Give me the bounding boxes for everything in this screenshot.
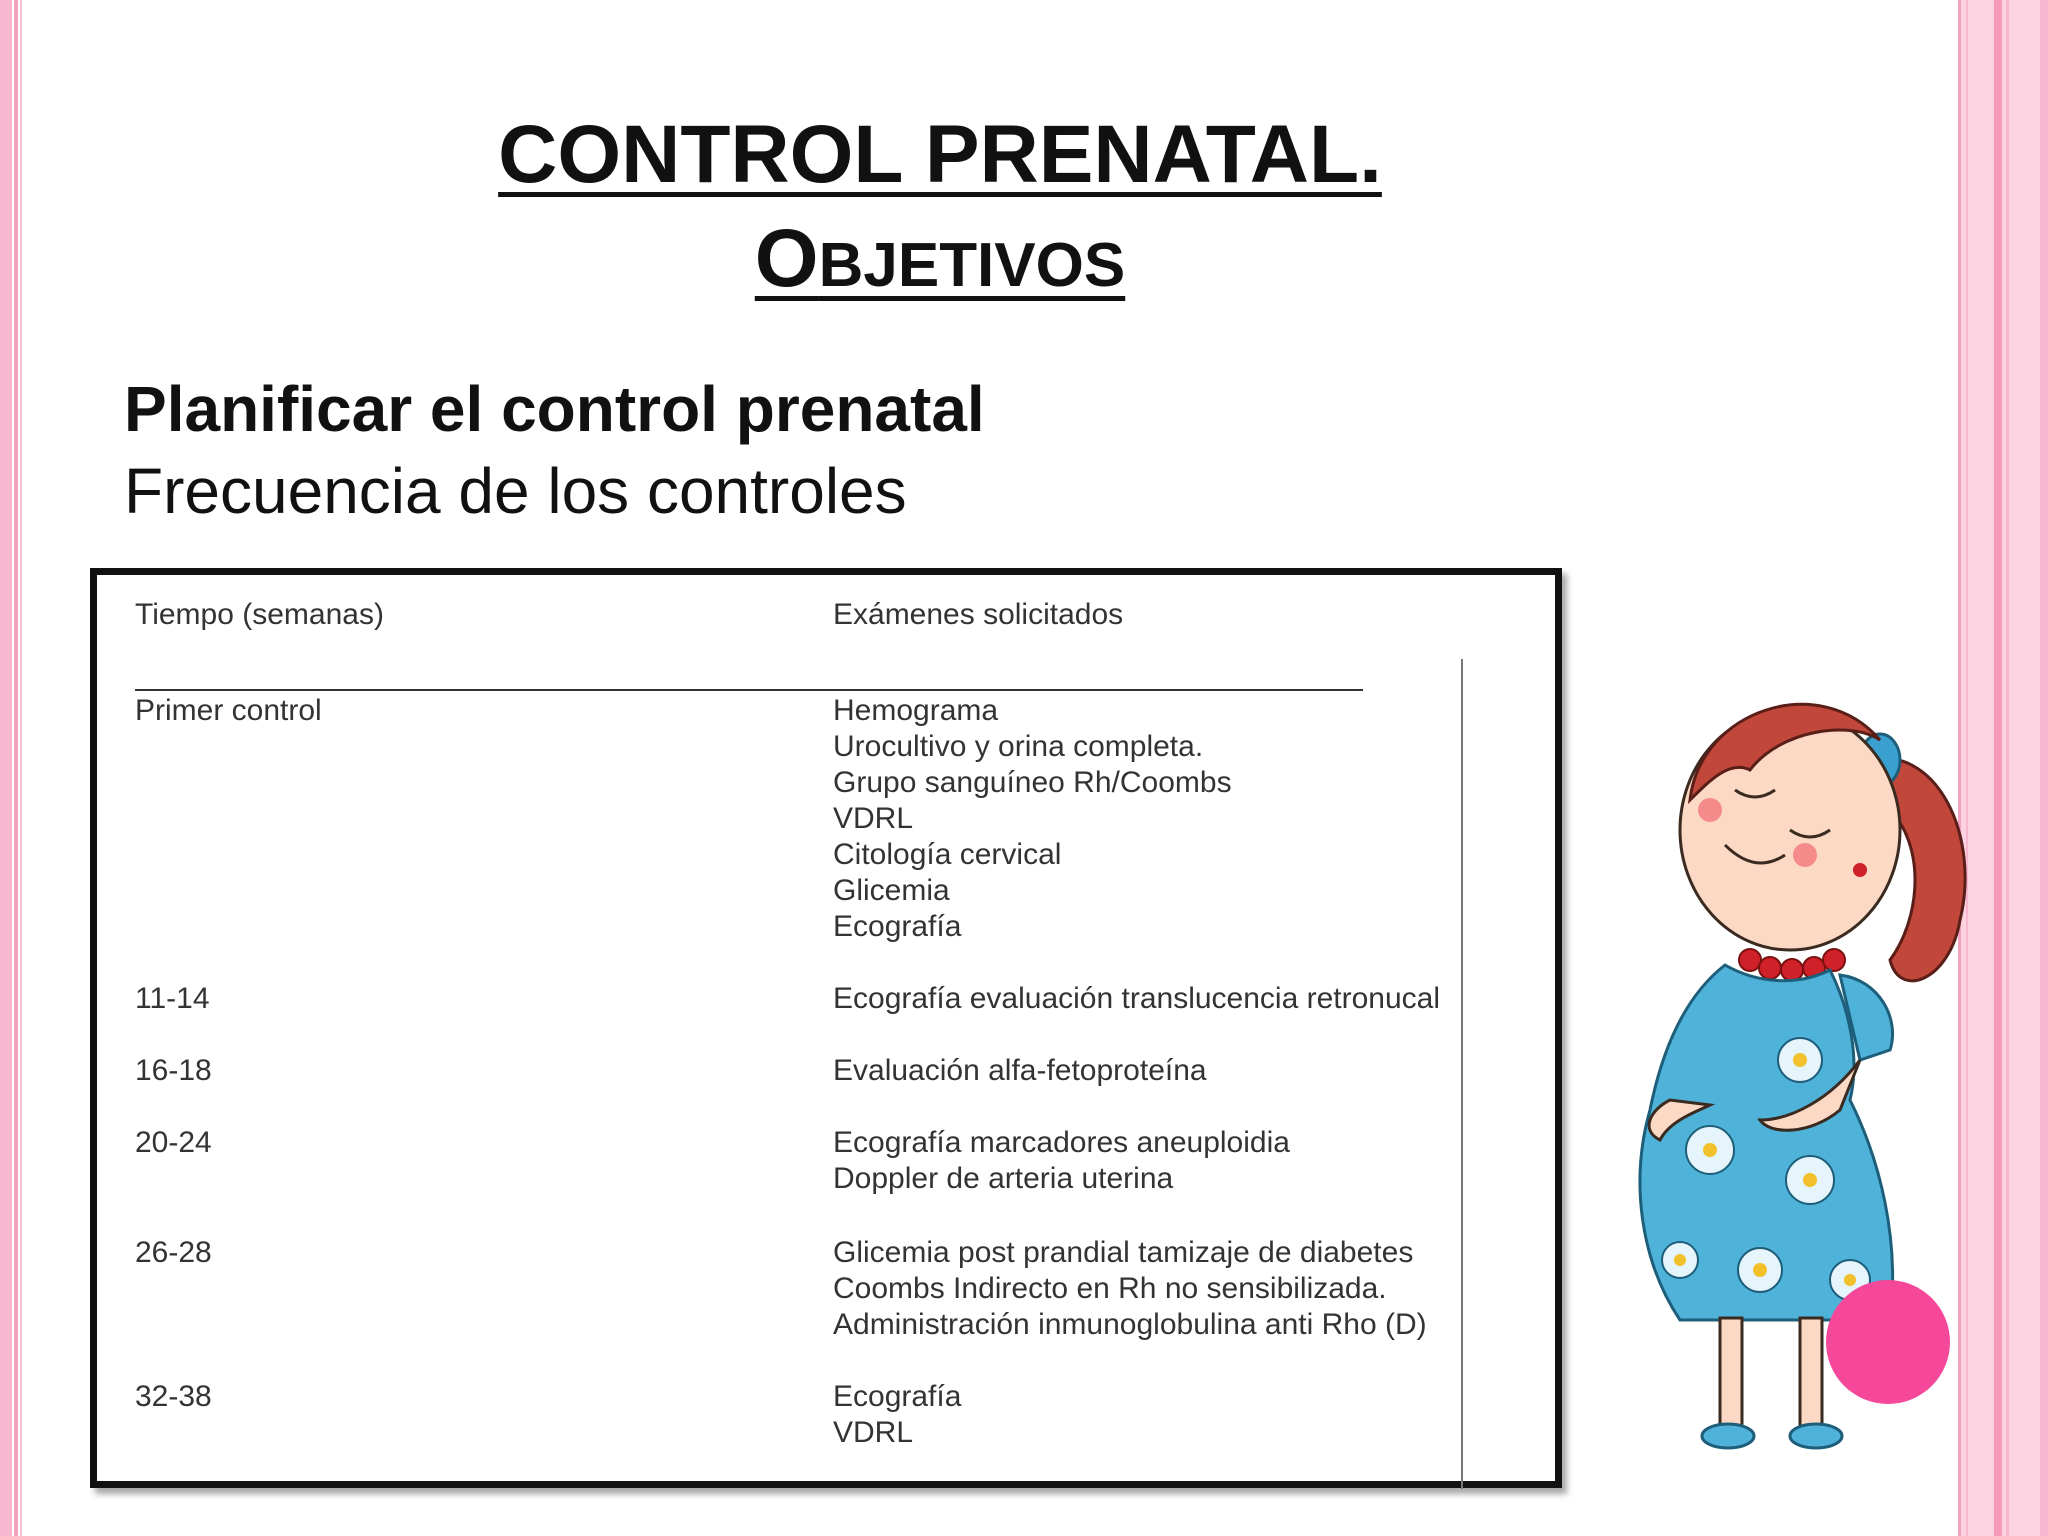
exam-schedule-table	[90, 568, 1562, 1488]
exam-item: Ecografía evaluación translucencia retronucal	[833, 982, 1441, 1015]
right-border-stripe	[2006, 0, 2009, 1536]
title-initial: O	[754, 213, 819, 304]
exam-item: Glicemia post prandial tamizaje de diabetes	[833, 1236, 1414, 1269]
exam-item: Grupo sanguíneo Rh/Coombs	[833, 766, 1232, 799]
exam-item: Coombs Indirecto en Rh no sensibilizada.	[833, 1272, 1387, 1305]
table-row-exams	[833, 981, 1440, 1017]
header-divider	[135, 689, 1363, 691]
table-row-exams	[833, 1125, 1290, 1197]
exam-item: Ecografía	[833, 1380, 962, 1413]
exam-item: VDRL	[833, 1416, 914, 1449]
table-row-time: 16-18	[135, 1054, 212, 1087]
exam-item: Ecografía marcadores aneuploidia	[833, 1126, 1290, 1159]
table-vertical-rule	[1461, 659, 1463, 1489]
exam-item: Citología cervical	[833, 838, 1062, 871]
exam-item: Administración inmunoglobulina anti Rho (D)	[833, 1308, 1427, 1341]
table-row-time: 11-14	[135, 982, 210, 1015]
table-row-exams	[833, 1235, 1427, 1343]
right-border-stripe	[2040, 0, 2048, 1536]
title-small-caps: BJETIVOS	[818, 231, 1126, 300]
table-header-time: Tiempo (semanas)	[135, 598, 384, 631]
exam-item: VDRL	[833, 802, 914, 835]
right-border-stripe	[1994, 0, 2002, 1536]
table-row-time: 32-38	[135, 1380, 212, 1413]
decorative-pink-circle	[1826, 1280, 1950, 1404]
table-header-exams: Exámenes solicitados	[833, 598, 1124, 631]
exam-item: Ecografía	[833, 910, 962, 943]
exam-item: Evaluación alfa-fetoproteína	[833, 1054, 1207, 1087]
section-subheading: Frecuencia de los controles	[124, 455, 907, 527]
table-row-exams	[833, 1053, 1207, 1089]
exam-item: Hemograma	[833, 694, 999, 727]
table-row-time: 20-24	[135, 1126, 212, 1159]
table-row-exams	[833, 693, 1232, 945]
table-row-time: Primer control	[135, 694, 322, 727]
slide-title-objetivos	[0, 212, 1880, 306]
exam-item: Glicemia	[833, 874, 950, 907]
slide-title: CONTROL PRENATAL.	[498, 109, 1382, 200]
section-heading: Planificar el control prenatal	[124, 373, 985, 445]
table-row-exams	[833, 1379, 961, 1451]
table-row-time: 26-28	[135, 1236, 212, 1269]
exam-item: Doppler de arteria uterina	[833, 1162, 1174, 1195]
exam-item: Urocultivo y orina completa.	[833, 730, 1204, 763]
